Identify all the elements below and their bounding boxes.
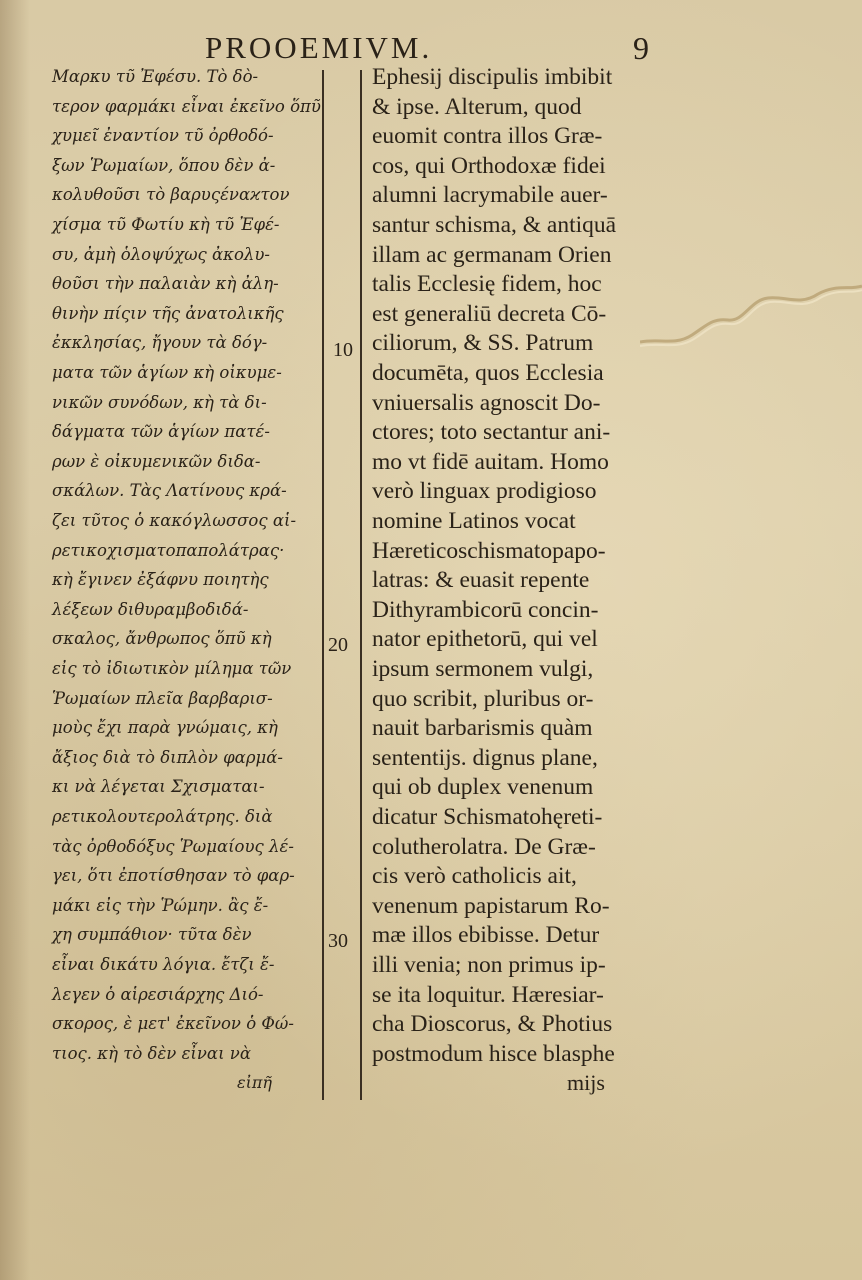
greek-text-line: μοὺς ἔχι παρὰ γνώμαις, κὴ: [52, 718, 278, 738]
latin-text-line: talis Ecclesię fidem, hoc: [372, 271, 602, 298]
page-spine-shadow: [0, 0, 30, 1280]
greek-text-line: Ῥωμαίων πλεῖα βαρβαρισ-: [52, 688, 273, 708]
latin-column-rule: [360, 70, 362, 1100]
greek-text-catchword: εἰπῆ: [237, 1073, 272, 1093]
greek-text-line: ἐκκλησίας, ἤγουν τὰ δόγ-: [52, 333, 268, 353]
latin-text-line: vniuersalis agnoscit Do-: [372, 389, 601, 416]
greek-text-line: κὴ ἔγινεν ἐξάφνυ ποιητὴς: [52, 570, 269, 590]
latin-text-line: venenum papistarum Ro-: [372, 892, 610, 919]
greek-column-rule: [322, 70, 324, 1100]
paper-tear-mark: [640, 280, 862, 370]
greek-text-line: ξων Ῥωμαίων, ὅπου δὲν ἀ-: [52, 155, 276, 175]
latin-text-line: cos, qui Orthodoxæ fidei: [372, 152, 606, 179]
latin-text-line: mæ illos ebibisse. Detur: [372, 922, 600, 949]
latin-text-line: latras: & euasit repente: [372, 567, 590, 594]
greek-text-line: χίσμα τῦ Φωτίυ κὴ τῦ Ἐφέ-: [52, 215, 280, 234]
latin-text-line: dicatur Schismatohęreti-: [372, 804, 603, 830]
latin-text-line: ciliorum, & SS. Patrum: [372, 330, 594, 357]
latin-text-line: cis verò catholicis ait,: [372, 863, 577, 890]
latin-text-line: mo vt fidē auitam. Homo: [372, 448, 609, 475]
greek-text-line: κολυθοῦσι τὸ βαρυςέναϰτον: [52, 185, 290, 205]
greek-text-line: νικῶν συνόδων, κὴ τὰ δι-: [52, 392, 267, 412]
page-header: [0, 26, 862, 66]
greek-text-line: ἄξιος διὰ τὸ διπλὸν φαρμά-: [52, 747, 283, 767]
latin-text-line: quo scribit, pluribus or-: [372, 685, 594, 712]
greek-text-line: ρετικοχισματοπαπολάτρας·: [52, 540, 285, 560]
latin-text-line: euomit contra illos Græ-: [372, 123, 603, 150]
greek-text-line: λεγεν ὁ αἱρεσιάρχης Διό-: [52, 984, 264, 1004]
greek-text-line: τὰς ὀρθοδόξυς Ῥωμαίους λέ-: [52, 836, 294, 856]
latin-text-line: colutherolatra. De Græ-: [372, 833, 596, 860]
greek-text-line: μάκι εἰς τὴν Ῥώμην. ἂς ἔ-: [52, 895, 269, 915]
latin-text-line: illi venia; non primus ip-: [372, 952, 606, 978]
latin-text-line: ctores; toto sectantur ani-: [372, 419, 611, 446]
greek-text-line: γει, ὅτι ἐποτίσθησαν τὸ φαρ-: [52, 866, 295, 886]
latin-text-line: nator epithetorū, qui vel: [372, 626, 598, 653]
greek-text-line: σκορος, ὲ μετ' ἐκεῖνον ὁ Φώ-: [52, 1014, 294, 1034]
greek-text-line: θινὴν πίςιν τῆς ἀνατολικῆς: [52, 303, 284, 323]
greek-text-line: θοῦσι τὴν παλαιὰν κὴ ἀλη-: [52, 274, 279, 294]
latin-text-line: Dithyrambicorū concin-: [372, 596, 599, 623]
latin-text-line: illam ac germanam Orien: [372, 241, 612, 268]
latin-text-line: postmodum hisce blasphe: [372, 1040, 615, 1067]
greek-text-line: κι νὰ λέγεται Σχισμαται-: [52, 777, 265, 797]
latin-text-line: cha Dioscorus, & Photius: [372, 1011, 613, 1038]
greek-text-line: ζει τῦτος ὁ κακόγλωσσος αἱ-: [52, 511, 297, 530]
greek-text-line: τερον φαρμάκι εἶναι ἐκεῖνο ὅπῦ: [52, 96, 321, 116]
greek-text-line: συ, ἀμὴ ὁλοψύχως ἀκολυ-: [52, 244, 270, 264]
latin-text-line: alumni lacrymabile auer-: [372, 182, 608, 209]
greek-text-line: χυμεῖ ἐναντίον τῦ ὀρθοδό-: [52, 126, 274, 146]
latin-text-line: documēta, quos Ecclesia: [372, 360, 604, 386]
line-number-10: 10: [333, 339, 353, 361]
greek-text-line: ματα τῶν ἁγίων κὴ οἰκυμε-: [52, 363, 282, 382]
greek-text-line: σκαλος, ἄνθρωπος ὅπῦ κὴ: [52, 629, 272, 649]
latin-text-line: est generaliū decreta Cō-: [372, 300, 607, 327]
greek-text-line: Μαρκυ τῦ Ἐφέσυ. Τὸ δὸ-: [52, 67, 259, 86]
greek-text-line: ρετικολουτερολάτρης. διὰ: [52, 807, 273, 826]
greek-text-line: χη συμπάθιον· τῦτα δὲν: [52, 925, 252, 945]
latin-text-line: verò linguax prodigioso: [372, 478, 597, 505]
latin-text-line: Hæreticoschismatopapo-: [372, 537, 606, 564]
greek-text-line: εἰς τὸ ἰδιωτικὸν μίλημα τῶν: [52, 659, 292, 678]
page-number: 9: [633, 30, 649, 66]
latin-text-line: se ita loquitur. Hæresiar-: [372, 981, 604, 1008]
latin-text-line: qui ob duplex venenum: [372, 774, 594, 801]
latin-text-line: Ephesij discipulis imbibit: [372, 64, 613, 90]
latin-text-line: nauit barbarismis quàm: [372, 715, 593, 742]
greek-text-line: δάγματα τῶν ἁγίων πατέ-: [52, 422, 270, 442]
latin-text-line: nomine Latinos vocat: [372, 508, 576, 534]
latin-text-line: ipsum sermonem vulgi,: [372, 656, 594, 682]
latin-text-line: santur schisma, & antiquā: [372, 212, 617, 238]
latin-text-line: & ipse. Alterum, quod: [372, 93, 582, 120]
greek-text-line: λέξεων διθυραμβοδιδά-: [52, 599, 249, 619]
line-number-30: 30: [328, 930, 348, 952]
greek-text-line: σκάλων. Τὰς Λατίνους κρά-: [52, 481, 287, 501]
greek-text-line: εἶναι δικάτυ λόγια. ἔτζι ἔ-: [52, 955, 275, 974]
latin-text-line: sententijs. dignus plane,: [372, 744, 598, 771]
latin-text-catchword: mijs: [567, 1070, 605, 1096]
line-number-20: 20: [328, 634, 348, 656]
greek-text-line: ρων ὲ οἰκυμενικῶν διδα-: [52, 451, 261, 471]
greek-text-line: τιος. κὴ τὸ δὲν εἶναι νὰ: [52, 1043, 251, 1063]
running-title: PROOEMIVM.: [205, 30, 433, 65]
